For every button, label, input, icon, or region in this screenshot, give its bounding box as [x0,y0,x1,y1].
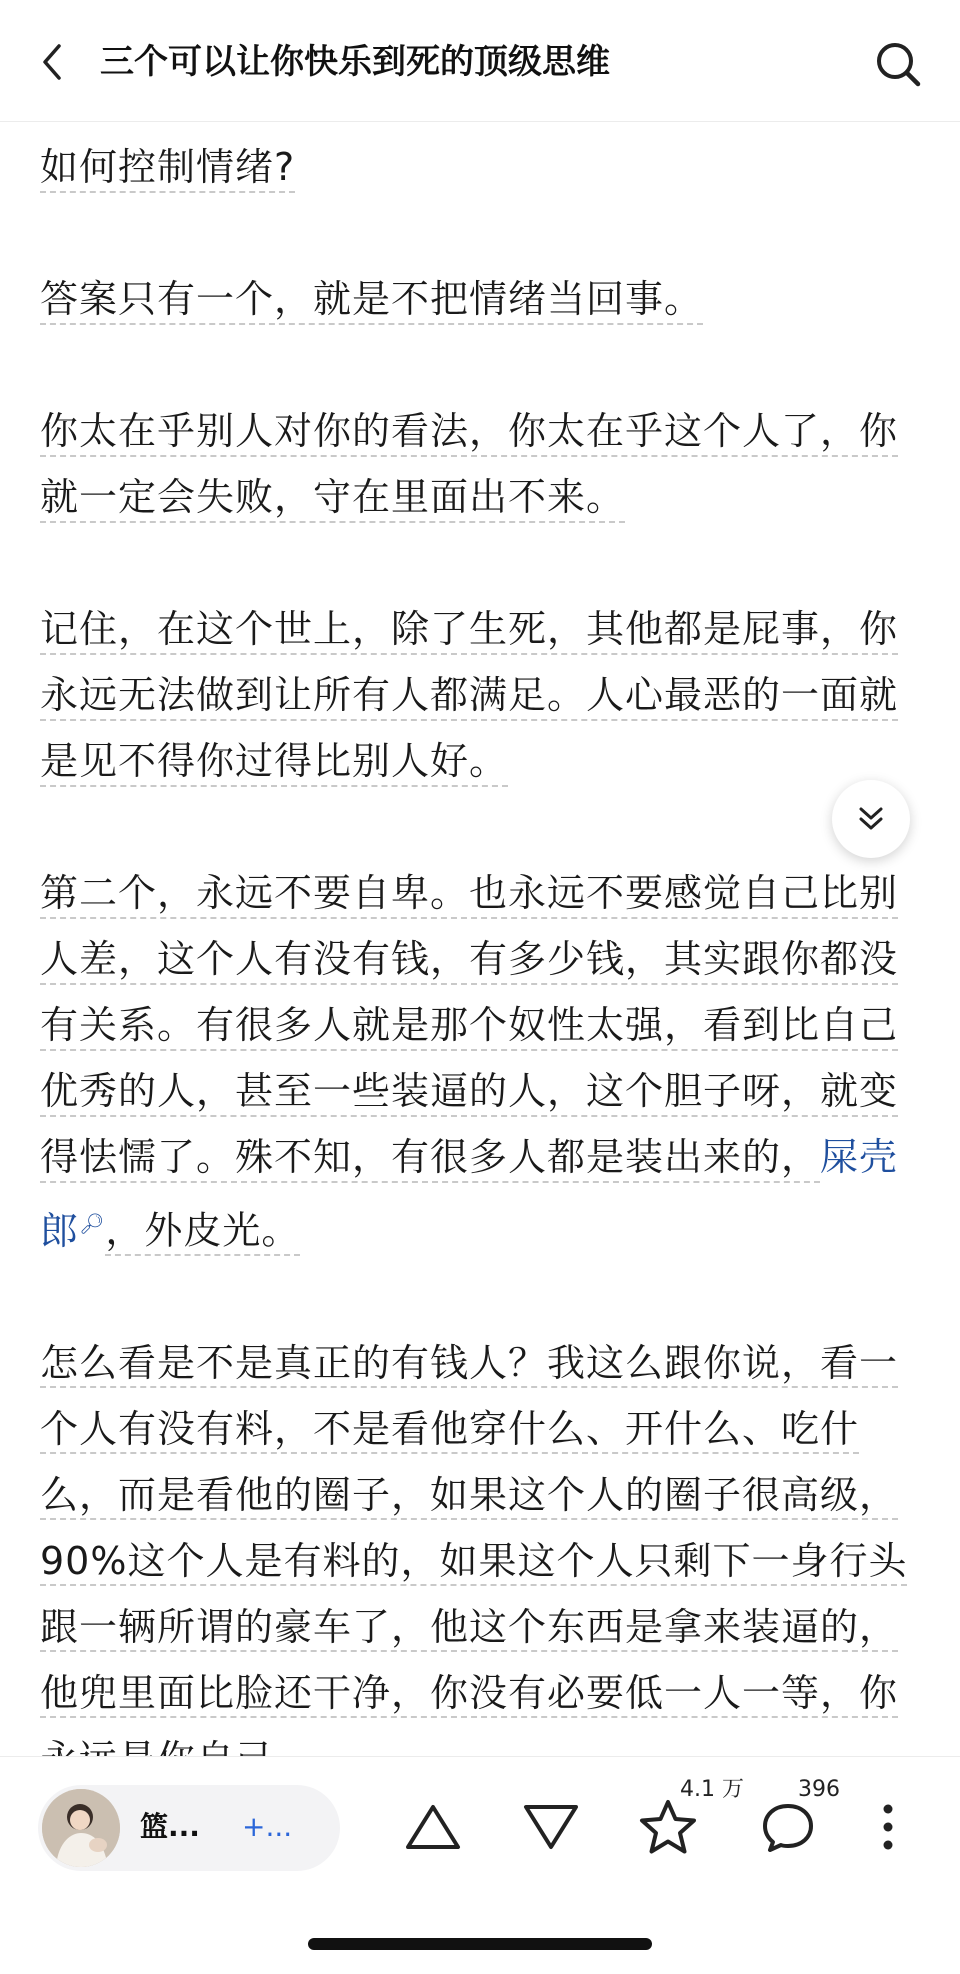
article-body [40,134,920,1792]
follow-button[interactable]: +... [242,1810,293,1843]
paragraph-4-text: 记住，在这个世上，除了生死，其他都是屁事，你永远无法做到让所有人都满足。人心最恶的一面就是见不得你过得比别人好。 [40,607,899,783]
downvote-button[interactable] [520,1797,582,1857]
paragraph-6 [40,1330,920,1792]
double-chevron-down-icon [856,804,886,834]
comment-count: 396 [798,1777,840,1802]
top-bar [0,0,960,122]
paragraph-4 [40,596,920,794]
page-title: 三个可以让你快乐到死的顶级思维 [100,42,610,82]
paragraph-2 [40,266,920,332]
paragraph-1-text: 如何控制情绪? [40,145,296,189]
paragraph-2-text: 答案只有一个，就是不把情绪当回事。 [40,277,704,321]
paragraph-6-text: 怎么看是不是真正的有钱人？我这么跟你说，看一个人有没有料，不是看他穿什么、开什么、吃什么，而是看他的圈子，如果这个人的圈子很高级，90%这个人是有料的，如果这个人只剩下一身行头跟一辆所谓的豪车了，他这个东西是拿来装逼的，他兜里面比脸还干净，你没有必要低一人一等，你 [40,1340,908,1715]
paragraph-5 [40,860,920,1264]
search-small-icon: 🔎︎ [79,1211,106,1235]
more-options-button[interactable] [868,1797,908,1857]
triangle-up-icon [404,1802,462,1852]
avatar-image [42,1789,120,1867]
bottom-action-bar [0,1756,960,1886]
home-indicator [308,1938,652,1950]
paragraph-3-text: 你太在乎别人对你的看法，你太在乎这个人了，你就一定会失败，守在里面出不来。 [40,409,899,519]
chevron-left-icon [39,42,65,82]
back-button[interactable] [32,38,72,86]
paragraph-5-tail: ，外皮光。 [105,1208,301,1253]
favorite-count: 4.1 万 [680,1777,744,1802]
author-card[interactable] [38,1785,340,1871]
paragraph-1 [40,134,920,200]
paragraph-3 [40,398,920,530]
paragraph-5-text: 第二个，永远不要自卑。也永远不要感觉自己比别人差，这个人有没有钱，有多少钱，其实跟你都没有关系。有很多人就是那个奴性太强，看到比自己优秀的人，甚至一些装逼的人，这个胆子呀，就变得怯懦了。殊不知，有很多人都是装出来的， [40,871,899,1179]
avatar[interactable] [42,1789,120,1867]
search-button[interactable] [872,38,924,90]
search-icon [873,39,923,89]
author-name[interactable]: 篮... [140,1810,200,1843]
favorite-button[interactable] [636,1797,700,1857]
upvote-button[interactable] [402,1797,464,1857]
star-icon [638,1798,698,1856]
comment-bubble-icon [760,1800,816,1854]
scroll-down-button[interactable] [832,780,910,858]
more-vertical-icon [882,1803,894,1851]
keyword-link-text: 屎壳郎 [40,1135,899,1253]
triangle-down-icon [522,1802,580,1852]
comment-button[interactable] [756,1797,820,1857]
